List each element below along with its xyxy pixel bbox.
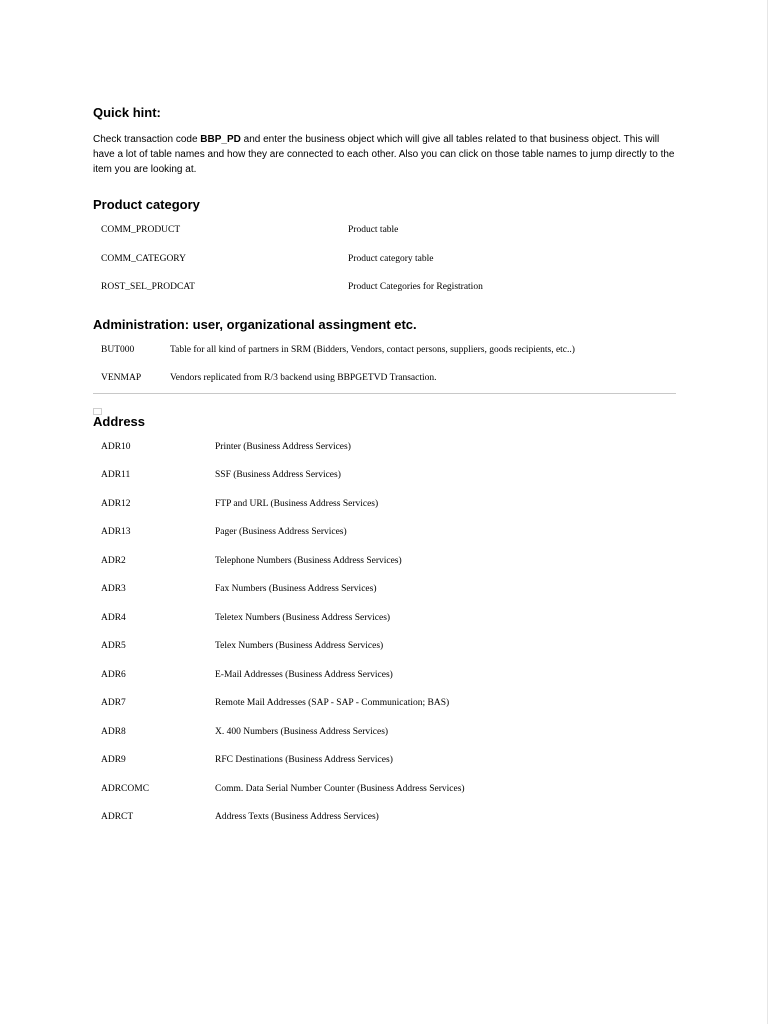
table-code: ADR12 xyxy=(101,498,131,509)
image-placeholder-icon xyxy=(93,408,102,415)
table-code: ADRCT xyxy=(101,812,134,823)
transaction-code: BBP_PD xyxy=(200,134,241,145)
product-category-title: Product category xyxy=(93,197,200,212)
table-row xyxy=(93,632,683,661)
table-code: ADR3 xyxy=(101,584,126,595)
address-title: Address xyxy=(93,413,146,429)
table-code: ROST_SEL_PRODCAT xyxy=(101,282,195,293)
table-description: Remote Mail Addresses (SAP - SAP - Communication; BAS) xyxy=(215,698,450,709)
administration-table xyxy=(93,336,683,393)
table-description: X. 400 Numbers (Business Address Services) xyxy=(215,726,389,737)
table-code: ADR7 xyxy=(101,698,126,709)
administration-section xyxy=(93,316,683,394)
table-row xyxy=(93,518,683,547)
table-row xyxy=(93,245,683,274)
table-description: Fax Numbers (Business Address Services) xyxy=(215,584,377,595)
table-row xyxy=(93,689,683,718)
table-description: Comm. Data Serial Number Counter (Business Address Services) xyxy=(215,783,465,794)
table-row xyxy=(93,803,683,832)
table-description: Pager (Business Address Services) xyxy=(215,527,347,538)
table-description: Product Categories for Registration xyxy=(348,282,483,293)
table-row xyxy=(93,490,683,519)
table-code: ADR5 xyxy=(101,641,126,652)
table-description: RFC Destinations (Business Address Services) xyxy=(215,755,393,766)
table-row xyxy=(93,216,683,245)
table-description: E-Mail Addresses (Business Address Services) xyxy=(215,669,393,680)
table-row xyxy=(93,775,683,804)
product-category-section xyxy=(93,196,683,302)
table-row xyxy=(93,336,683,365)
table-row xyxy=(93,718,683,747)
section-divider xyxy=(93,393,676,394)
document-body xyxy=(93,104,683,832)
table-row xyxy=(93,661,683,690)
table-code: ADRCOMC xyxy=(101,783,150,794)
table-description: Product table xyxy=(348,225,399,236)
table-description: Product category table xyxy=(348,253,434,264)
table-description: Telex Numbers (Business Address Services) xyxy=(215,641,384,652)
table-row xyxy=(93,273,683,302)
table-code: VENMAP xyxy=(101,373,142,384)
table-description: Vendors replicated from R/3 backend using BBPGETVD Transaction. xyxy=(170,373,437,384)
table-code: COMM_PRODUCT xyxy=(101,225,181,236)
address-section xyxy=(93,413,683,832)
table-description: Address Texts (Business Address Services) xyxy=(215,812,379,823)
table-row xyxy=(93,461,683,490)
table-description: FTP and URL (Business Address Services) xyxy=(215,498,379,509)
table-code: ADR11 xyxy=(101,470,131,481)
table-code: ADR2 xyxy=(101,555,126,566)
table-code: ADR8 xyxy=(101,726,126,737)
address-table xyxy=(93,433,683,832)
table-description: Table for all kind of partners in SRM (Bidders, Vendors, contact persons, suppliers, goods recipients, etc..) xyxy=(170,344,575,355)
product-category-table xyxy=(93,216,683,302)
hint-text-after: and enter the business object which will give all tables related to that business object. This will have a lot of table names and how they are connected to each other. Also you can click on those table names to jump directly to the item you are looking at. xyxy=(93,134,675,175)
administration-title: Administration: user, organizational assingment etc. xyxy=(93,316,417,332)
table-code: ADR6 xyxy=(101,669,126,680)
table-row xyxy=(93,604,683,633)
table-description: SSF (Business Address Services) xyxy=(215,470,341,481)
table-description: Telephone Numbers (Business Address Services) xyxy=(215,555,402,566)
table-code: ADR9 xyxy=(101,755,126,766)
table-row xyxy=(93,547,683,576)
table-row xyxy=(93,746,683,775)
table-code: ADR4 xyxy=(101,612,126,623)
table-description: Teletex Numbers (Business Address Services) xyxy=(215,612,391,623)
quick-hint-title: Quick hint: xyxy=(93,105,161,120)
table-code: BUT000 xyxy=(101,344,135,355)
quick-hint-section xyxy=(93,104,683,177)
table-description: Printer (Business Address Services) xyxy=(215,441,351,452)
table-row xyxy=(93,433,683,462)
quick-hint-text xyxy=(93,132,683,177)
table-code: COMM_CATEGORY xyxy=(101,253,186,264)
table-code: ADR13 xyxy=(101,527,131,538)
hint-text-before: Check transaction code xyxy=(93,134,201,145)
table-code: ADR10 xyxy=(101,441,131,452)
table-row xyxy=(93,575,683,604)
table-row xyxy=(93,364,683,393)
